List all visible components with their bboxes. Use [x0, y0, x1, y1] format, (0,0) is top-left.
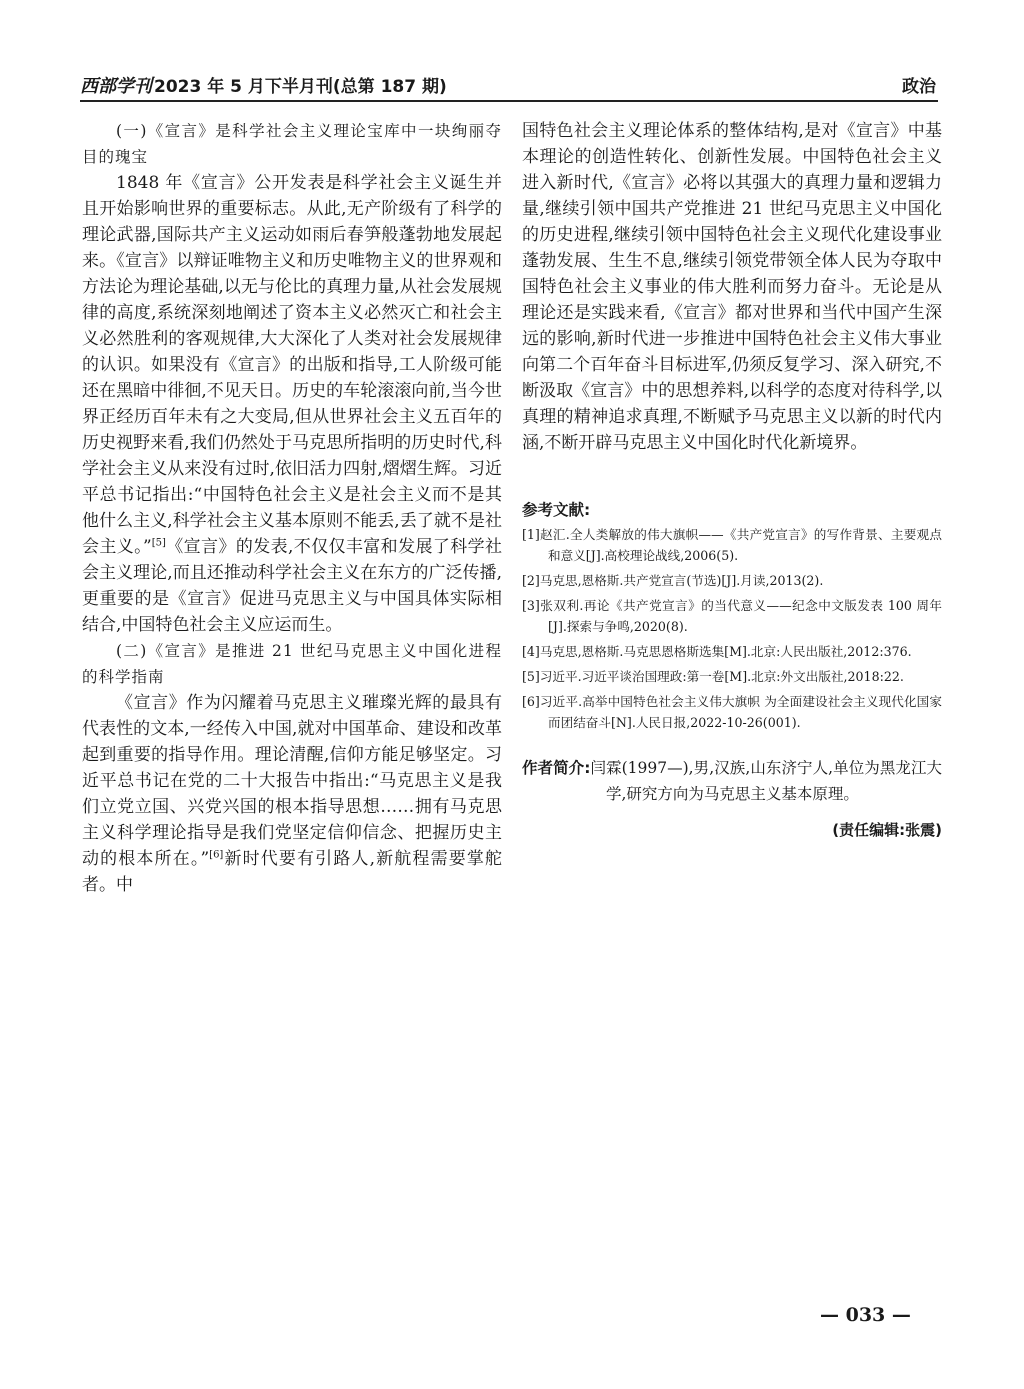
reference-list	[522, 524, 942, 733]
citation-6: [6]	[209, 849, 224, 861]
header-journal-issue	[80, 72, 447, 98]
paragraph-1-text-b: 《宣言》的发表,不仅仅丰富和发展了科学社会主义理论,而且还推动科学社会主义在东方的广泛传播,更重要的是《宣言》促进马克思主义与中国具体实际相结合,中国特色社会主义应运而生。	[82, 537, 502, 635]
running-header	[80, 70, 938, 102]
reference-item: [3]张双利.再论《共产党宣言》的当代意义——纪念中文版发表 100 周年[J].探索与争鸣,2020(8).	[522, 598, 942, 634]
references-title: 参考文献:	[522, 501, 591, 519]
paragraph-1	[82, 170, 502, 638]
page-number: — 033 —	[820, 1304, 911, 1326]
author-bio	[522, 755, 942, 807]
paragraph-2-text-a: 《宣言》作为闪耀着马克思主义璀璨光辉的最具有代表性的文本,一经传入中国,就对中国革命、建设和改革起到重要的指导作用。理论清醒,信仰方能足够坚定。习近平总书记在党的二十大报告中指出:“马克思主义是我们立党立国、兴党兴国的根本指导思想……拥有马克思主义科学理论指导是我们党坚定信仰信念、把握历史主动的根本所在。”	[82, 693, 502, 869]
subheading-2: (二)《宣言》是推进 21 世纪马克思主义中国化进程的科学指南	[82, 642, 502, 686]
responsible-editor: (责任编辑:张震)	[832, 821, 942, 839]
reference-item: [2]马克思,恩格斯.共产党宣言(节选)[J].月读,2013(2).	[522, 573, 824, 588]
paragraph-continued: 国特色社会主义理论体系的整体结构,是对《宣言》中基本理论的创造性转化、创新性发展。中国特色社会主义进入新时代,《宣言》必将以其强大的真理力量和逻辑力量,继续引领中国共产党推进 21 世纪马克思主义中国化的历史进程,继续引领中国特色社会主义现代化建设事业蓬勃发展、生生不息,继续引领党带领全体人民为夺取中国特色社会主义事业的伟大胜利而努力奋斗。无论是从理论还是实践来看,《宣言》都对世界和当代中国产生深远的影响,新时代进一步推进中国特色社会主义伟大事业向第二个百年奋斗目标进军,仍须反复学习、深入研究,不断汲取《宣言》中的思想养料,以科学的态度对待科学,以真理的精神追求真理,不断赋予马克思主义以新的时代内涵,不断开辟马克思主义中国化时代化新境界。	[522, 121, 942, 453]
section-label: 政治	[902, 77, 936, 97]
journal-logo: 西部学刊	[80, 76, 152, 97]
author-label: 作者简介:	[522, 759, 591, 777]
reference-item: [4]马克思,恩格斯.马克思恩格斯选集[M].北京:人民出版社,2012:376.	[522, 644, 912, 659]
issue-info: 2023 年 5 月下半月刊(总第 187 期)	[154, 77, 447, 97]
reference-item: [6]习近平.高举中国特色社会主义伟大旗帜 为全面建设社会主义现代化国家而团结奋斗[N].人民日报,2022-10-26(001).	[522, 694, 942, 730]
left-column	[82, 118, 502, 898]
paragraph-1-text-a: 1848 年《宣言》公开发表是科学社会主义诞生并且开始影响世界的重要标志。从此,无产阶级有了科学的理论武器,国际共产主义运动如雨后春笋般蓬勃地发展起来。《宣言》以辩证唯物主义和历史唯物主义的世界观和方法论为理论基础,以无与伦比的真理力量,从社会发展规律的高度,系统深刻地阐述了资本主义必然灭亡和社会主义必然胜利的客观规律,大大深化了人类对社会发展规律的认识。如果没有《宣言》的出版和指导,工人阶级可能还在黑暗中徘徊,不见天日。历史的车轮滚滚向前,当今世界正经历百年未有之大变局,但从世界社会主义五百年的历史视野来看,我们仍然处于马克思所指明的历史时代,科学社会主义从来没有过时,依旧活力四射,熠熠生辉。习近平总书记指出:“中国特色社会主义是社会主义而不是其他什么主义,科学社会主义基本原则不能丢,丢了就不是社会主义。”	[82, 173, 502, 557]
paragraph-2-text-b: 新时代要有引路人,新航程需要掌舵者。中	[82, 849, 502, 895]
subheading-1: (一)《宣言》是科学社会主义理论宝库中一块绚丽夺目的瑰宝	[82, 122, 502, 166]
reference-item: [1]赵汇.全人类解放的伟大旗帜——《共产党宣言》的写作背景、主要观点和意义[J].高校理论战线,2006(5).	[522, 527, 942, 563]
author-text: 闫霖(1997—),男,汉族,山东济宁人,单位为黑龙江大学,研究方向为马克思主义基本原理。	[590, 759, 943, 803]
paragraph-2	[82, 690, 502, 898]
right-column	[522, 118, 942, 840]
reference-item: [5]习近平.习近平谈治国理政:第一卷[M].北京:外文出版社,2018:22.	[522, 669, 904, 684]
citation-5: [5]	[151, 537, 166, 549]
